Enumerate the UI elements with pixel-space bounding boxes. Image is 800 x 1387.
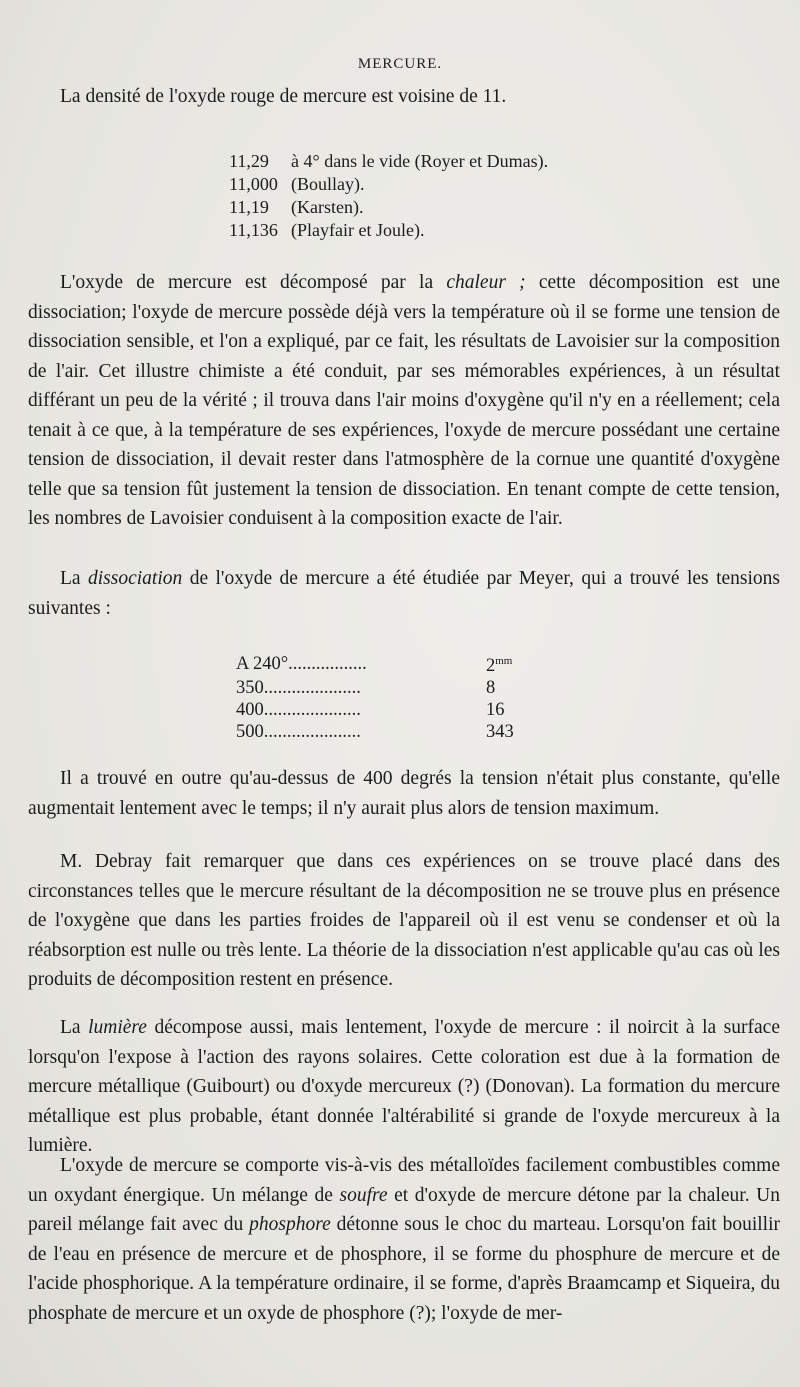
table-row — [236, 699, 546, 721]
tension-unit: mm — [495, 655, 513, 667]
emphasis: lumière — [88, 1017, 147, 1038]
density-note: à 4° dans le vide (Royer et Dumas). — [291, 151, 549, 171]
running-header: MERCURE. — [357, 56, 443, 72]
tension-value: 343 — [486, 722, 514, 743]
emphasis: dissociation — [88, 568, 183, 589]
density-value: 11,000 — [229, 174, 278, 194]
text-run: La — [60, 1017, 89, 1038]
text-run: cette décomposition est une dissociation; l'oxyde de mercure possède déjà vers la température où il se forme une tension de dissociation sensible, et l'on a expliqué, par ce fait, les résultats de Lavoisier sur la composition de l'air. Cet illustre chimiste a été conduit, par ses mémorables expériences, à un résultat différant un peu de la vérité ; il trouva dans l'air moins d'oxygène qu'il n'y en a réellement; cela tenait à ce que, à la température de ses expériences, l'oxyde de mercure possédant une certaine tension de dissociation, il devait rester dans l'atmosphère de la cornue une quantité d'oxygène telle que sa tension fût justement la tension de dissociation. En tenant compte de cette tension, les nombres de Lavoisier conduisent à la composition exacte de l'air. — [28, 272, 781, 529]
intro-paragraph: La densité de l'oxyde rouge de mercure est voisine de 11. — [60, 86, 507, 107]
tension-value: 8 — [486, 678, 496, 699]
paragraph-metalloides — [28, 1151, 780, 1328]
density-value: 11,136 — [229, 220, 278, 240]
density-row — [229, 150, 548, 173]
text-run: décompose aussi, mais lentement, l'oxyde de mercure : il noircit à la surface lorsqu'on l'expose à l'action des rayons solaires. Cette coloration est due à la formation de mercure métallique (Guibourt) ou d'oxyde mercureux (?) (Donovan). La formation du mercure métallique est plus probable, étant donnée l'altérabilité si grande de l'oxyde mercureux à la lumière. — [28, 1017, 780, 1156]
text-run: La — [60, 568, 88, 589]
density-value: 11,19 — [229, 197, 269, 217]
temperature-cell: 400..................... — [236, 700, 361, 721]
emphasis: chaleur ; — [446, 272, 526, 293]
tension-cell — [486, 699, 546, 721]
tension-value: 2 — [486, 656, 496, 677]
table-row — [236, 721, 546, 743]
tension-cell — [486, 677, 546, 699]
paragraph-chaleur — [28, 268, 780, 534]
tension-value: 16 — [486, 700, 505, 721]
tension-cell — [486, 650, 546, 677]
paragraph-meyer: Il a trouvé en outre qu'au-dessus de 400 degrés la tension n'était plus constante, qu'elle augmentait lentement avec le temps; il n'y aurait plus alors de tension maximum. — [28, 768, 780, 819]
tension-table — [236, 650, 546, 743]
paragraph-lumiere — [28, 1013, 780, 1161]
temperature-cell: A 240°................. — [236, 653, 367, 674]
density-row — [229, 219, 548, 242]
text-run: L'oxyde de mercure se comporte vis-à-vis des métalloïdes facilement combustibles comme un oxydant énergique. Un mélange de — [28, 1155, 780, 1206]
density-value: 11,29 — [229, 151, 269, 171]
tension-cell — [486, 721, 546, 743]
text-run: L'oxyde de mercure est décomposé par la — [60, 272, 447, 293]
table-row — [236, 677, 546, 699]
emphasis: soufre — [339, 1184, 388, 1206]
density-note: (Playfair et Joule). — [291, 220, 425, 240]
paragraph-debray: M. Debray fait remarquer que dans ces expériences on se trouve placé dans des circonstances telles que le mercure résultant de la décomposition ne se trouve plus en présence de l'oxygène que dans les parties froides de l'appareil où il est venu se condenser et où la réabsorption est nulle ou très lente. La théorie de la dissociation n'est applicable qu'au cas où les produits de décomposition restent en présence. — [28, 851, 780, 990]
paragraph-dissociation — [28, 564, 780, 623]
density-note: (Boullay). — [291, 174, 365, 194]
text-run: détonne sous le choc du marteau. Lorsqu'on fait bouillir de l'eau en présence de mercure et de phosphore, il se forme du phosphure de mercure et de l'acide phosphorique. A la température ordinaire, il se forme, d'après Braamcamp et Siqueira, du phosphate de mercure et un oxyde de phosphore (?); l'oxyde de mer- — [28, 1214, 780, 1324]
temperature-cell: 350..................... — [236, 678, 361, 699]
temperature-cell: 500..................... — [236, 722, 361, 743]
density-row — [229, 173, 548, 196]
density-note: (Karsten). — [291, 197, 364, 217]
density-list — [229, 150, 548, 242]
table-row — [236, 650, 546, 677]
emphasis: phosphore — [249, 1214, 331, 1235]
text-run: de l'oxyde de mercure a été étudiée par Meyer, qui a trouvé les tensions suivantes : — [28, 568, 780, 619]
density-row — [229, 196, 548, 219]
text-run: et d'oxyde de mercure détone par la chaleur. Un pareil mélange fait avec du — [28, 1184, 780, 1235]
